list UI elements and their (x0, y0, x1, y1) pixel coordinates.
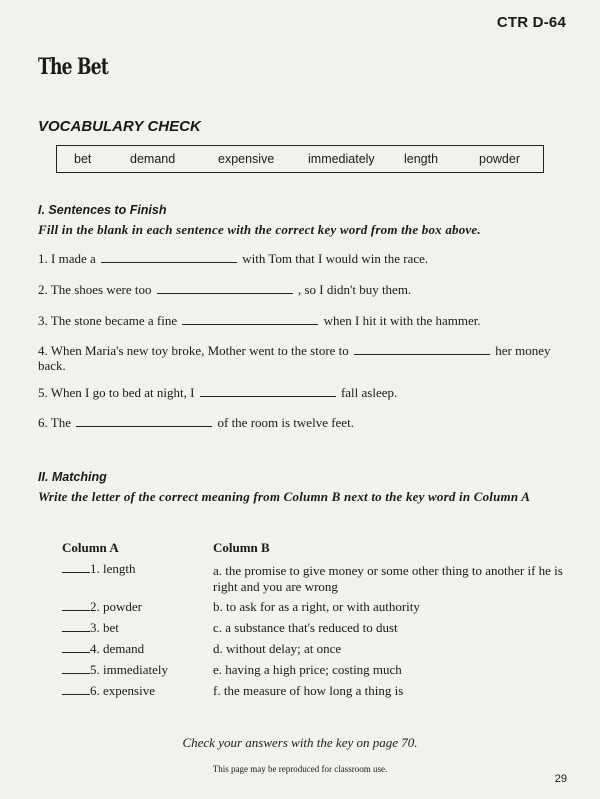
column-b-title: Column B (213, 540, 270, 555)
sentence-after: with Tom that I would win the race. (242, 251, 429, 266)
answer-blank[interactable] (76, 415, 212, 427)
sentence-item (38, 343, 558, 373)
sentence-before: 1. I made a (38, 251, 96, 266)
sentence-item (38, 282, 558, 297)
column-a-item: 5. immediately (62, 662, 212, 678)
sentence-after: fall asleep. (340, 385, 398, 400)
column-b-item: a. the promise to give money or some other thing to another if he is right and you are wrong (213, 563, 563, 594)
answer-blank[interactable] (101, 251, 237, 263)
sentence-after: of the room is twelve feet. (217, 415, 354, 430)
vocab-word: powder (479, 152, 520, 166)
column-b-item: d. without delay; at once (213, 641, 342, 656)
vocabulary-word-box (56, 145, 544, 173)
column-b-item: e. having a high price; costing much (213, 662, 402, 677)
match-blank[interactable] (62, 641, 90, 653)
vocab-word: length (404, 152, 439, 166)
sentence-after: , so I didn't buy them. (297, 282, 412, 297)
match-blank[interactable] (62, 662, 90, 674)
match-blank[interactable] (62, 620, 90, 632)
answer-key-note: Check your answers with the key on page 70. (182, 735, 418, 750)
sentence-before: 3. The stone became a fine (38, 313, 178, 328)
answer-blank[interactable] (157, 282, 293, 294)
sentence-before: 4. When Maria's new toy broke, Mother went to the store to (38, 343, 349, 358)
sentence-before: 2. The shoes were too (38, 282, 152, 297)
column-a-title: Column A (62, 540, 119, 555)
column-b-item: b. to ask for as a right, or with authority (213, 599, 420, 614)
sentence-item (38, 251, 558, 266)
sentence-before: 6. The (38, 415, 71, 430)
vocab-word: expensive (218, 152, 275, 166)
section-1-heading: I. Sentences to Finish (38, 203, 167, 217)
sentence-after: her money back. (38, 343, 551, 373)
column-a-item: 1. length (62, 561, 212, 577)
column-b-item: c. a substance that's reduced to dust (213, 620, 398, 635)
vocab-word: immediately (308, 152, 375, 166)
sentence-item (38, 385, 558, 400)
sentence-item (38, 415, 558, 430)
column-a-item: 6. expensive (62, 683, 212, 699)
section-1-instruction: Fill in the blank in each sentence with the correct key word from the box above. (38, 222, 481, 237)
section-2-heading: II. Matching (38, 470, 107, 484)
vocab-word: demand (130, 152, 176, 166)
column-b-item: f. the measure of how long a thing is (213, 683, 404, 698)
match-blank[interactable] (62, 683, 90, 695)
match-blank[interactable] (62, 561, 90, 573)
match-blank[interactable] (62, 599, 90, 611)
section-2-instruction: Write the letter of the correct meaning from Column B next to the key word in Column A (38, 489, 531, 504)
answer-blank[interactable] (200, 385, 336, 397)
reproduction-note: This page may be reproduced for classroom use. (212, 764, 388, 774)
answer-blank[interactable] (182, 313, 318, 325)
answer-blank[interactable] (354, 343, 490, 355)
sentence-after: when I hit it with the hammer. (323, 313, 481, 328)
vocabulary-heading: VOCABULARY CHECK (38, 118, 201, 135)
page-title: The Bet (38, 54, 109, 80)
sentence-item (38, 313, 558, 328)
column-a-item: 2. powder (62, 599, 212, 615)
vocab-word: bet (74, 152, 92, 166)
column-a-item: 4. demand (62, 641, 212, 657)
worksheet-code: CTR D-64 (496, 14, 566, 31)
sentence-before: 5. When I go to bed at night, I (38, 385, 195, 400)
page-number: 29 (554, 773, 567, 785)
column-a-item: 3. bet (62, 620, 212, 636)
